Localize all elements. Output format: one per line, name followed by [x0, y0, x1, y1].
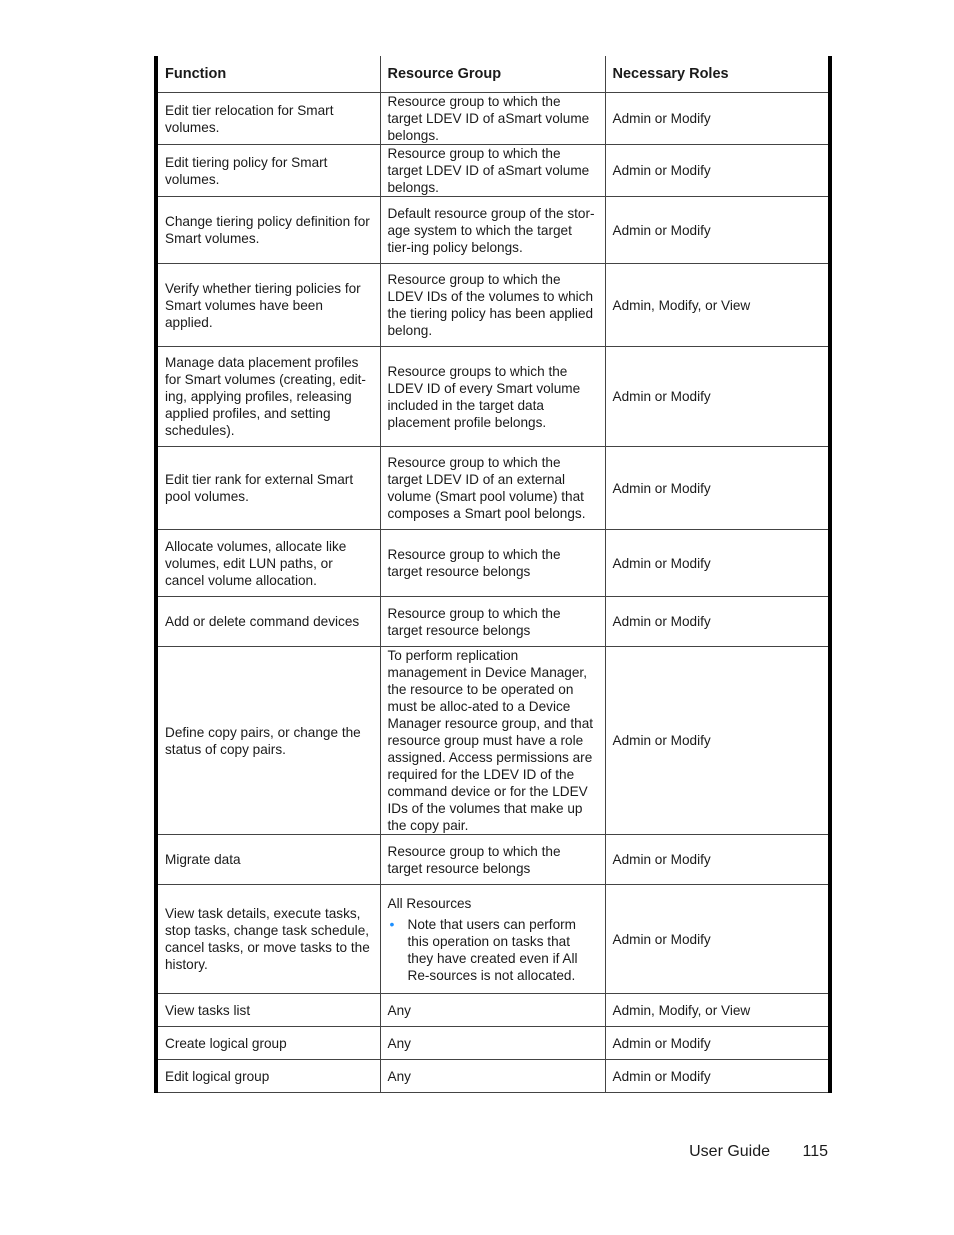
header-function: Function: [156, 56, 380, 93]
bullet-icon: •: [389, 915, 395, 932]
cell-resource-group: Resource group to which the target LDEV ID of aSmart volume belongs.: [380, 93, 605, 145]
header-row: [156, 56, 830, 93]
cell-function: Edit tiering policy for Smart volumes.: [156, 145, 380, 197]
cell-resource-group: Resource groups to which the LDEV ID of every Smart volume included in the target data placement profile belongs.: [380, 347, 605, 447]
table-row: [156, 1060, 830, 1093]
page-footer: [689, 1143, 828, 1161]
roles-table: [154, 56, 832, 1093]
cell-necessary-roles: Admin or Modify: [605, 1027, 830, 1060]
table-row: [156, 93, 830, 145]
bullet-item: [389, 915, 598, 984]
cell-function: Define copy pairs, or change the status of copy pairs.: [156, 647, 380, 835]
cell-function: Manage data placement profiles for Smart volumes (creating, edit-ing, applying profiles, releasing applied profiles, and setting schedules).: [156, 347, 380, 447]
resource-group-intro: All Resources: [387, 895, 472, 911]
header-resource-group: Resource Group: [380, 56, 605, 93]
cell-function: Allocate volumes, allocate like volumes, edit LUN paths, or cancel volume allocation.: [156, 530, 380, 597]
table-row: [156, 530, 830, 597]
header-necessary-roles: Necessary Roles: [605, 56, 830, 93]
cell-function: Verify whether tiering policies for Smart volumes have been applied.: [156, 264, 380, 347]
cell-resource-group: To perform replication management in Device Manager, the resource to be operated on must be alloc-ated to a Device Manager resource group, and that resource group must have a role assigned. Access permissions are required for the LDEV ID of the command device or for the LDEV IDs of the volumes that make up the copy pair.: [380, 647, 605, 835]
cell-function: Create logical group: [156, 1027, 380, 1060]
table-row: [156, 597, 830, 647]
cell-function: View tasks list: [156, 994, 380, 1027]
cell-resource-group: Resource group to which the target LDEV ID of an external volume (Smart pool volume) that composes a Smart pool belongs.: [380, 447, 605, 530]
cell-necessary-roles: Admin or Modify: [605, 145, 830, 197]
footer-guide-title: User Guide: [689, 1143, 771, 1160]
cell-resource-group: Resource group to which the LDEV IDs of the volumes to which the tiering policy has been applied belong.: [380, 264, 605, 347]
cell-necessary-roles: Admin or Modify: [605, 197, 830, 264]
cell-necessary-roles: Admin or Modify: [605, 885, 830, 994]
resource-group-bullets: [388, 916, 598, 984]
cell-necessary-roles: Admin or Modify: [605, 647, 830, 835]
table-row: [156, 447, 830, 530]
cell-necessary-roles: Admin or Modify: [605, 835, 830, 885]
cell-function: Edit tier relocation for Smart volumes.: [156, 93, 380, 145]
bullet-text: Note that users can perform this operation on tasks that they have created even if All Re-sources is not allocated.: [407, 916, 578, 983]
cell-resource-group: Any: [380, 994, 605, 1027]
table-row: [156, 145, 830, 197]
table-row: [156, 647, 830, 835]
cell-necessary-roles: Admin, Modify, or View: [605, 994, 830, 1027]
cell-function: Add or delete command devices: [156, 597, 380, 647]
cell-necessary-roles: Admin or Modify: [605, 447, 830, 530]
cell-necessary-roles: Admin or Modify: [605, 597, 830, 647]
cell-function: Change tiering policy definition for Smart volumes.: [156, 197, 380, 264]
cell-function: View task details, execute tasks, stop tasks, change task schedule, cancel tasks, or move tasks to the history.: [156, 885, 380, 994]
cell-resource-group: Default resource group of the stor-age system to which the target tier-ing policy belongs.: [380, 197, 605, 264]
table-row: [156, 197, 830, 264]
table-row: [156, 1027, 830, 1060]
table-row: [156, 885, 830, 994]
table-header: [156, 56, 830, 93]
table-body: [156, 93, 830, 1093]
table-row: [156, 835, 830, 885]
cell-function: Migrate data: [156, 835, 380, 885]
cell-necessary-roles: Admin, Modify, or View: [605, 264, 830, 347]
table-row: [156, 994, 830, 1027]
page-number: 115: [802, 1143, 828, 1160]
cell-resource-group: Any: [380, 1027, 605, 1060]
cell-necessary-roles: Admin or Modify: [605, 93, 830, 145]
cell-resource-group: [380, 885, 605, 994]
cell-resource-group: Resource group to which the target LDEV ID of aSmart volume belongs.: [380, 145, 605, 197]
table-row: [156, 347, 830, 447]
cell-function: Edit tier rank for external Smart pool volumes.: [156, 447, 380, 530]
cell-resource-group: Resource group to which the target resource belongs: [380, 597, 605, 647]
cell-necessary-roles: Admin or Modify: [605, 1060, 830, 1093]
cell-resource-group: Any: [380, 1060, 605, 1093]
cell-function: Edit logical group: [156, 1060, 380, 1093]
cell-necessary-roles: Admin or Modify: [605, 530, 830, 597]
cell-resource-group: Resource group to which the target resource belongs: [380, 530, 605, 597]
table-row: [156, 264, 830, 347]
cell-necessary-roles: Admin or Modify: [605, 347, 830, 447]
cell-resource-group: Resource group to which the target resource belongs: [380, 835, 605, 885]
